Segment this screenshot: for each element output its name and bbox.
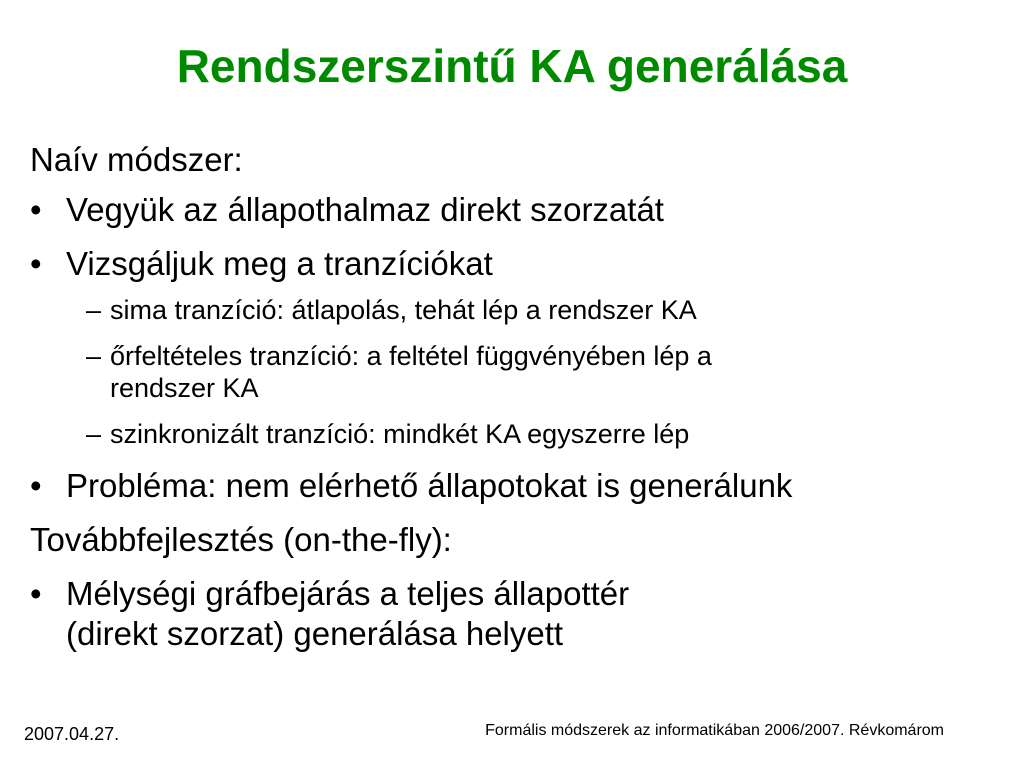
bullet-continuation	[30, 614, 1010, 654]
sub-bullet-continuation	[30, 372, 1010, 404]
sub-bullet-item	[30, 294, 1010, 326]
bullet-text: Vizsgáljuk meg a tranzíciókat	[66, 245, 493, 282]
bullet-item	[30, 244, 1010, 284]
bullet-text: Probléma: nem elérhető állapotokat is generálunk	[66, 467, 793, 504]
sub-bullet-text: sima tranzíció: átlapolás, tehát lép a rendszer KA	[110, 295, 697, 325]
bullet-item	[30, 574, 1010, 614]
slide-title: Rendszerszintű KA generálása	[176, 40, 848, 92]
dash-icon: –	[86, 295, 102, 325]
footer-course-title: Formális módszerek az informatikában 2006/2007. Révkomárom	[485, 722, 944, 739]
bullet-icon: •	[30, 575, 42, 612]
sub-bullet-text: rendszer KA	[110, 373, 259, 403]
bullet-text: (direkt szorzat) generálása helyett	[66, 615, 564, 652]
dash-icon: –	[86, 341, 102, 371]
dash-icon: –	[86, 419, 102, 449]
sub-bullet-item	[30, 418, 1010, 450]
sub-bullet-item	[30, 340, 1010, 372]
sub-bullet-text: szinkronizált tranzíció: mindkét KA egyszerre lép	[110, 419, 690, 449]
improvement-heading: Továbbfejlesztés (on-the-fly):	[30, 521, 452, 558]
footer-date: 2007.04.27.	[24, 724, 120, 744]
bullet-icon: •	[30, 467, 42, 504]
bullet-icon: •	[30, 191, 42, 228]
bullet-item	[30, 466, 1010, 506]
bullet-icon: •	[30, 245, 42, 282]
slide-body	[30, 140, 1010, 654]
bullet-item	[30, 190, 1010, 230]
bullet-text: Vegyük az állapothalmaz direkt szorzatát	[66, 191, 664, 228]
naive-method-heading: Naív módszer:	[30, 141, 243, 178]
sub-bullet-text: őrfeltételes tranzíció: a feltétel függvényében lép a	[110, 341, 712, 371]
bullet-text: Mélységi gráfbejárás a teljes állapottér	[66, 575, 630, 612]
